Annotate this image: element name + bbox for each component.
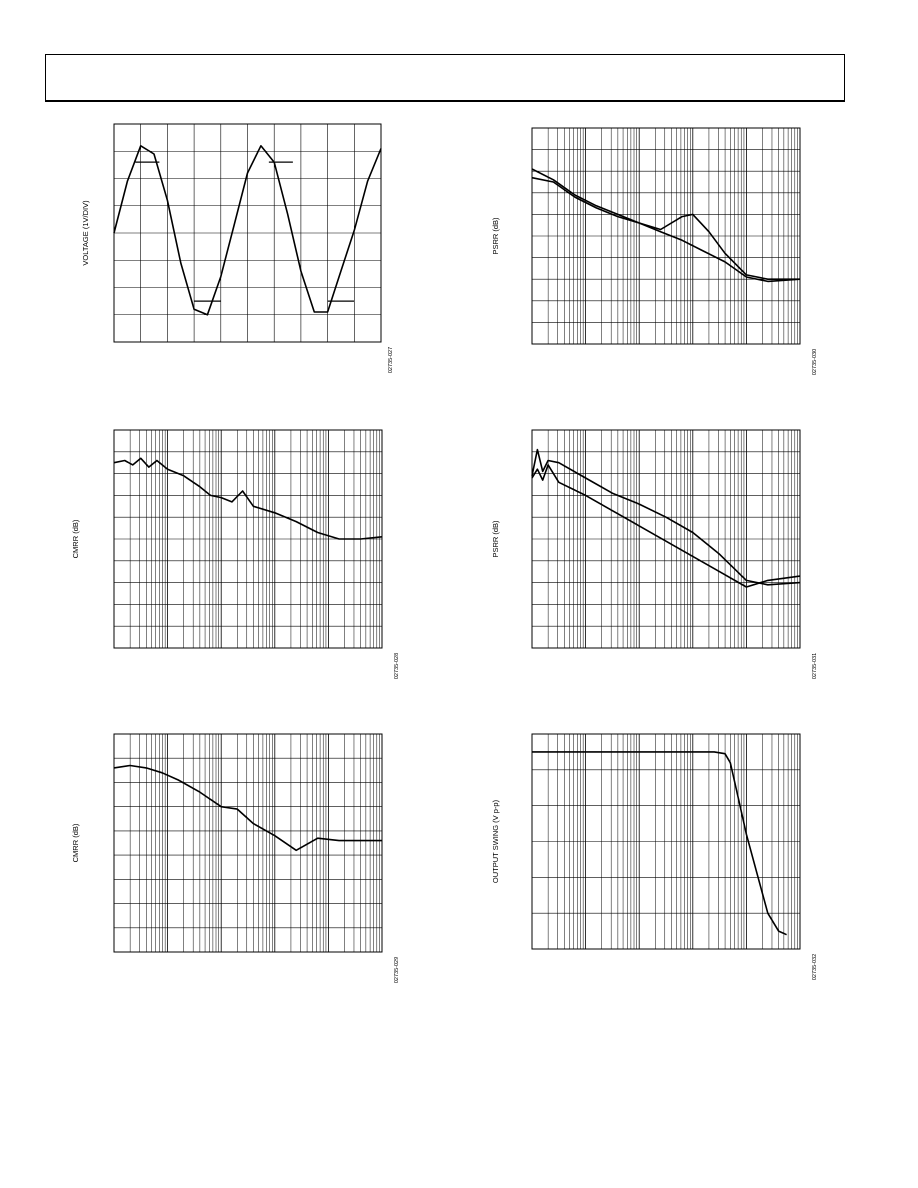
y-axis-label: PSRR (dB) xyxy=(491,520,500,558)
figure-id: 02735-032 xyxy=(812,953,818,981)
grid xyxy=(532,734,800,949)
series-line-1 xyxy=(532,465,800,587)
figure-id: 02735-030 xyxy=(812,348,818,376)
y-axis-label: OUTPUT SWING (V p-p) xyxy=(491,799,500,884)
plot-frame xyxy=(114,734,382,952)
series-line-1 xyxy=(532,752,787,935)
figure-id: 02735-027 xyxy=(388,346,394,374)
series-line-1 xyxy=(532,169,800,281)
chart-cmrr-1 xyxy=(66,424,406,679)
grid xyxy=(532,430,800,648)
chart-voltage-waveform xyxy=(74,118,414,374)
chart-cmrr-2 xyxy=(66,728,406,988)
y-axis-label: PSRR (dB) xyxy=(491,217,500,255)
y-axis-label: CMRR (dB) xyxy=(71,823,80,863)
figure-id: 02735-028 xyxy=(394,652,400,680)
figure-id: 02735-029 xyxy=(394,956,400,984)
page-header-rule xyxy=(45,54,845,102)
y-axis-label: CMRR (dB) xyxy=(71,519,80,559)
chart-psrr-1 xyxy=(486,122,826,376)
y-axis-label: VOLTAGE (1V/DIV) xyxy=(81,200,90,266)
grid xyxy=(114,734,382,952)
chart-output-swing xyxy=(486,728,826,988)
series-line-1 xyxy=(114,458,382,539)
grid xyxy=(532,128,800,344)
figure-id: 02735-031 xyxy=(812,652,818,680)
chart-psrr-2 xyxy=(486,424,826,679)
series-line-1 xyxy=(114,766,382,851)
